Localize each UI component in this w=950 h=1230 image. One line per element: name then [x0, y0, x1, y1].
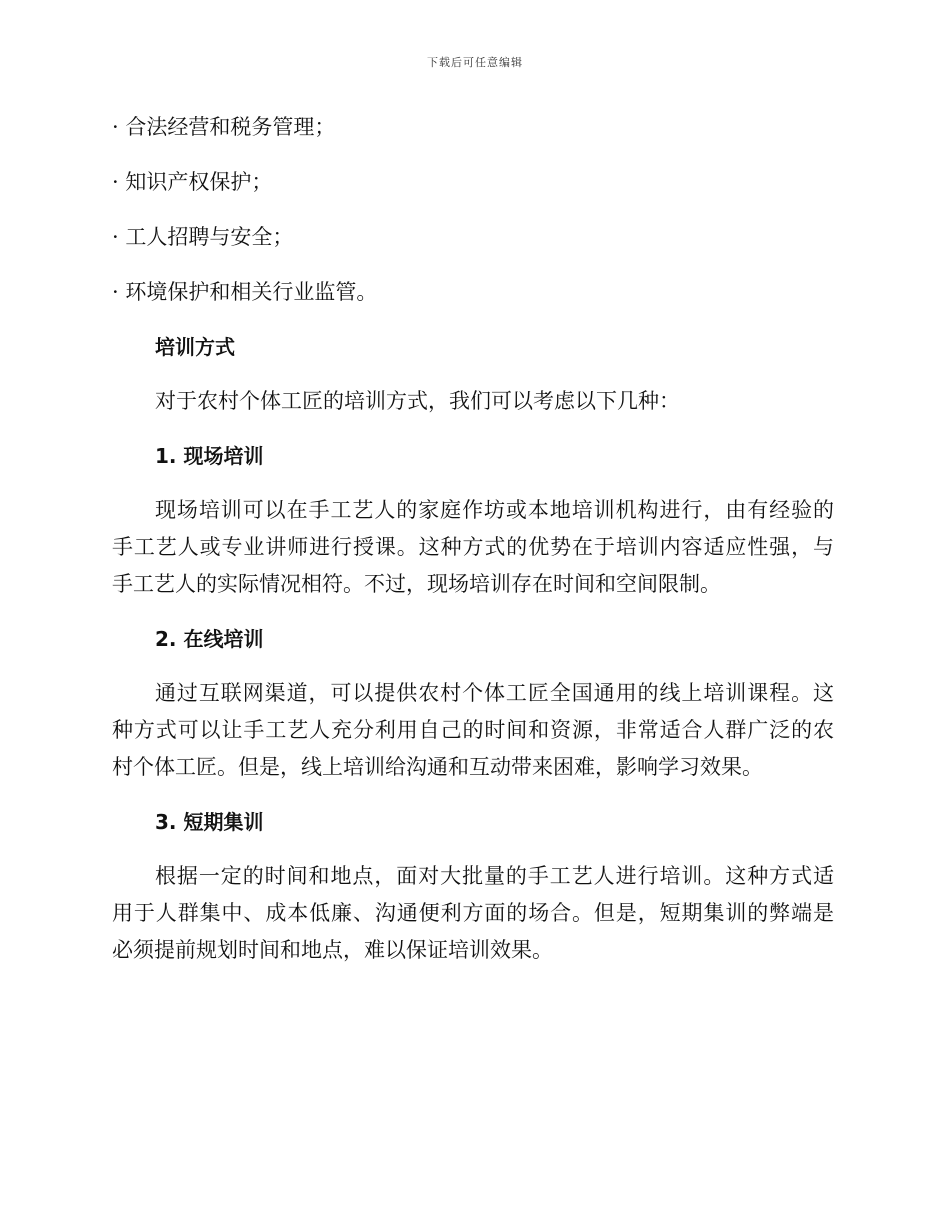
section-heading: 培训方式	[155, 335, 235, 359]
paragraph-line: 对于农村个体工匠的培训方式，我们可以考虑以下几种：	[155, 389, 680, 413]
section-intro	[112, 383, 834, 420]
bullet-item: · 环境保护和相关行业监管。	[112, 280, 378, 304]
document-body	[112, 108, 834, 986]
bullet-item: · 工人招聘与安全；	[112, 225, 294, 249]
method-paragraph-onsite	[112, 492, 834, 603]
method-paragraph-online	[112, 675, 834, 786]
method-paragraph-intensive	[112, 858, 834, 969]
paragraph-line: 必须提前规划时间和地点，难以保证培训效果。	[112, 938, 553, 962]
method-heading-online: 2. 在线培训	[155, 627, 264, 651]
paragraph-line: 村个体工匠。但是，线上培训给沟通和互动带来困难，影响学习效果。	[112, 755, 763, 779]
method-heading-intensive: 3. 短期集训	[155, 810, 264, 834]
bullet-item: · 合法经营和税务管理；	[112, 115, 336, 139]
paragraph-line: 种方式可以让手工艺人充分利用自己的时间和资源，非常适合人群广泛的农	[112, 718, 834, 742]
paragraph-line: 手工艺人的实际情况相符。不过，现场培训存在时间和空间限制。	[112, 572, 721, 596]
page-header: 下载后可任意编辑	[427, 56, 523, 69]
paragraph-line: 手工艺人或专业讲师进行授课。这种方式的优势在于培训内容适应性强，与	[112, 535, 834, 559]
paragraph-line: 根据一定的时间和地点，面对大批量的手工艺人进行培训。这种方式适	[155, 864, 834, 888]
paragraph-line: 通过互联网渠道，可以提供农村个体工匠全国通用的线上培训课程。这	[155, 681, 834, 705]
method-heading-onsite: 1. 现场培训	[155, 444, 264, 468]
paragraph-line: 现场培训可以在手工艺人的家庭作坊或本地培训机构进行，由有经验的	[155, 498, 834, 522]
bullet-item: · 知识产权保护；	[112, 170, 273, 194]
paragraph-line: 用于人群集中、成本低廉、沟通便利方面的场合。但是，短期集训的弊端是	[112, 901, 834, 925]
